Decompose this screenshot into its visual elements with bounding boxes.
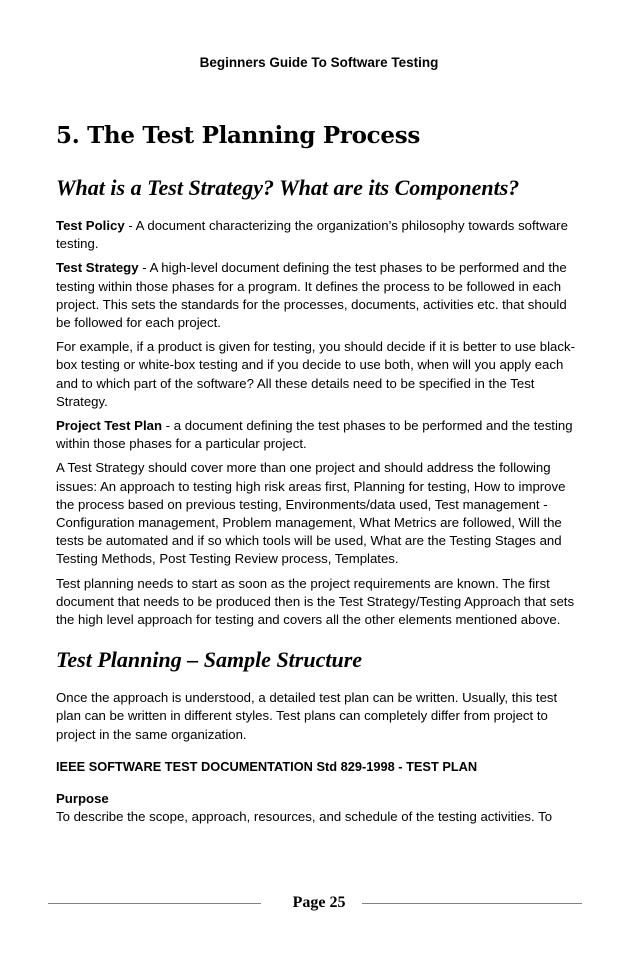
page-content — [56, 122, 576, 832]
strategy-coverage-paragraph: A Test Strategy should cover more than one project and should address the following issues: An approach to testing high risk areas first, Planning for testing, How to improve the process based on previous testing, Environments/data used, Test management - Configuration management, Problem management, What Metrics are followed, Will the tests be automated and if so which tools will be used, What are the Testing Stages and Testing Methods, Post Testing Review process, Templates. — [56, 460, 566, 567]
ieee-standard-heading: IEEE SOFTWARE TEST DOCUMENTATION Std 829-1998 - TEST PLAN — [56, 758, 478, 774]
test-strategy-term: Test Strategy — [56, 260, 139, 276]
project-test-plan-paragraph — [56, 417, 576, 453]
section-heading-sample-structure: Test Planning – Sample Structure — [56, 647, 363, 673]
test-policy-term: Test Policy — [56, 218, 125, 233]
purpose-heading: Purpose — [56, 791, 109, 807]
project-test-plan-term: Project Test Plan — [56, 418, 163, 434]
chapter-title: 5. The Test Planning Process — [56, 122, 421, 149]
project-test-plan-text: - a document defining the test phases to be performed and the testing within those phases for a particular project. — [56, 418, 573, 452]
test-strategy-text: - A high-level document defining the test phases to be performed and the testing within those phases for a program. It defines the process to be followed in each project. This sets the standards for the processes, documents, activities etc. that should be followed for each project. — [56, 260, 567, 331]
example-paragraph: For example, if a product is given for testing, you should decide if it is better to use black-box testing or white-box testing and if you decide to use both, when will you apply each and to which part of the software? All these details need to be specified in the Test Strategy. — [56, 339, 575, 409]
footer-rule-right — [362, 903, 582, 904]
test-strategy-paragraph — [56, 259, 576, 332]
purpose-text: To describe the scope, approach, resources, and schedule of the testing activities. To — [56, 809, 553, 825]
test-policy-text: - A document characterizing the organization’s philosophy towards software testing. — [56, 218, 568, 252]
sample-structure-intro: Once the approach is understood, a detailed test plan can be written. Usually, this test plan can be written in different styles. Test plans can completely differ from project to project in the same organization. — [56, 690, 558, 742]
test-policy-paragraph — [56, 217, 576, 253]
page-footer — [0, 890, 638, 920]
page-number: Page 25 — [292, 894, 346, 911]
section-heading-test-strategy: What is a Test Strategy? What are its Components? — [56, 175, 520, 200]
planning-start-paragraph: Test planning needs to start as soon as the project requirements are known. The first document that needs to be produced then is the Test Strategy/Testing Approach that sets the high level approach for testing and covers all the other elements mentioned above. — [56, 575, 575, 628]
running-header: Beginners Guide To Software Testing — [199, 55, 439, 70]
